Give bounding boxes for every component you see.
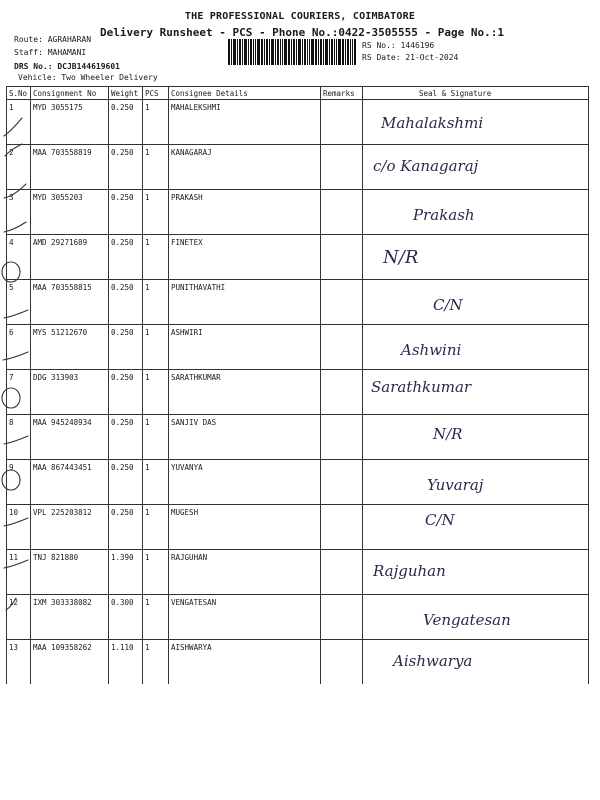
consignment-cell: MAA 867443451	[31, 460, 109, 505]
weight-cell: 0.250	[109, 325, 143, 370]
remarks-cell	[321, 325, 363, 370]
pcs-cell: 1	[143, 370, 169, 415]
consignee-cell: AISHWARYA	[169, 640, 321, 685]
header-remarks: Remarks	[321, 87, 363, 100]
table-row	[7, 325, 589, 370]
consignment-cell: MYD 3055203	[31, 190, 109, 235]
remarks-cell	[321, 370, 363, 415]
consignment-cell: MAA 703558815	[31, 280, 109, 325]
pcs-cell: 1	[143, 640, 169, 685]
remarks-cell	[321, 460, 363, 505]
weight-cell: 0.250	[109, 370, 143, 415]
sno: 2	[9, 148, 14, 157]
remarks-cell	[321, 505, 363, 550]
table-row	[7, 280, 589, 325]
tick-mark-icon	[4, 560, 28, 568]
handwritten-signature: Prakash	[413, 206, 475, 224]
sno: 7	[9, 373, 14, 382]
consignee-cell: PUNITHAVATHI	[169, 280, 321, 325]
signature-cell	[363, 100, 589, 145]
header-pcs: PCS	[143, 87, 169, 100]
sno: 4	[9, 238, 14, 247]
consignment-cell: IXM 303338082	[31, 595, 109, 640]
pcs-cell: 1	[143, 415, 169, 460]
signature-cell	[363, 325, 589, 370]
weight-cell: 1.110	[109, 640, 143, 685]
pcs-cell: 1	[143, 190, 169, 235]
tick-mark-icon	[4, 436, 28, 444]
consignee-cell: RAJGUHAN	[169, 550, 321, 595]
consignment-cell: MAA 945248934	[31, 415, 109, 460]
signature-cell	[363, 235, 589, 280]
sno: 12	[9, 598, 19, 607]
remarks-cell	[321, 280, 363, 325]
header-consignment: Consignment No	[31, 87, 109, 100]
consignee-cell: FINETEX	[169, 235, 321, 280]
table-row	[7, 505, 589, 550]
handwritten-signature: C/N	[425, 511, 455, 529]
pcs-cell: 1	[143, 595, 169, 640]
consignment-cell: TNJ 821880	[31, 550, 109, 595]
header-consignee: Consignee Details	[169, 87, 321, 100]
table-row	[7, 415, 589, 460]
pcs-cell: 1	[143, 505, 169, 550]
pcs-cell: 1	[143, 280, 169, 325]
weight-cell: 0.300	[109, 595, 143, 640]
barcode-icon	[228, 39, 356, 65]
consignee-cell: YUVANYA	[169, 460, 321, 505]
table-row	[7, 640, 589, 685]
header-sno: S.No	[7, 87, 31, 100]
weight-cell: 1.390	[109, 550, 143, 595]
table-row	[7, 190, 589, 235]
handwritten-signature: Yuvaraj	[427, 476, 484, 494]
signature-cell	[363, 595, 589, 640]
handwritten-signature: Sarathkumar	[371, 378, 472, 396]
signature-cell	[363, 190, 589, 235]
tick-mark-icon	[4, 518, 28, 526]
weight-cell: 0.250	[109, 505, 143, 550]
signature-cell	[363, 415, 589, 460]
consignee-cell: SANJIV DAS	[169, 415, 321, 460]
pen-marks	[0, 98, 40, 638]
remarks-cell	[321, 640, 363, 685]
consignment-cell: AMD 29271689	[31, 235, 109, 280]
pcs-cell: 1	[143, 325, 169, 370]
remarks-cell	[321, 235, 363, 280]
remarks-cell	[321, 415, 363, 460]
consignment-cell: DDG 313903	[31, 370, 109, 415]
consignee-cell: MAHALEKSHMI	[169, 100, 321, 145]
tick-mark-icon	[3, 352, 28, 360]
weight-cell: 0.250	[109, 190, 143, 235]
table-header-row	[7, 87, 589, 100]
weight-cell: 0.250	[109, 100, 143, 145]
table-row	[7, 595, 589, 640]
table-row	[7, 550, 589, 595]
tick-mark-icon	[4, 184, 26, 198]
sno: 10	[9, 508, 19, 517]
consignment-cell: MYS 51212670	[31, 325, 109, 370]
table-row	[7, 235, 589, 280]
sno: 1	[9, 103, 14, 112]
remarks-cell	[321, 100, 363, 145]
consignee-cell: KANAGARAJ	[169, 145, 321, 190]
tick-mark-icon	[4, 118, 22, 136]
remarks-cell	[321, 145, 363, 190]
runsheet-table	[6, 86, 589, 684]
handwritten-signature: N/R	[433, 425, 463, 443]
vehicle-label: Vehicle: Two Wheeler Delivery	[18, 73, 158, 82]
tick-mark-icon	[6, 598, 19, 610]
rs-number: RS No.: 1446196	[362, 41, 435, 50]
table-row	[7, 460, 589, 505]
weight-cell: 0.250	[109, 460, 143, 505]
pcs-cell: 1	[143, 145, 169, 190]
consignee-cell: PRAKASH	[169, 190, 321, 235]
handwritten-signature: Aishwarya	[393, 652, 473, 670]
pcs-cell: 1	[143, 460, 169, 505]
remarks-cell	[321, 595, 363, 640]
handwritten-signature: Ashwini	[401, 341, 462, 359]
handwritten-signature: c/o Kanagaraj	[373, 157, 479, 175]
weight-cell: 0.250	[109, 145, 143, 190]
sno: 13	[9, 643, 19, 652]
pcs-cell: 1	[143, 550, 169, 595]
sno: 8	[9, 418, 14, 427]
consignee-cell: ASHWIRI	[169, 325, 321, 370]
consignment-cell: MYD 3055175	[31, 100, 109, 145]
table-row	[7, 145, 589, 190]
sno: 5	[9, 283, 14, 292]
sno: 9	[9, 463, 14, 472]
rs-date: RS Date: 21-Oct-2024	[362, 53, 459, 62]
signature-cell	[363, 280, 589, 325]
handwritten-signature: Vengatesan	[423, 611, 511, 629]
tick-mark-icon	[4, 222, 26, 232]
header-weight: Weight	[109, 87, 143, 100]
handwritten-signature: Rajguhan	[373, 562, 446, 580]
staff-label: Staff: MAHAMANI	[14, 48, 87, 57]
weight-cell: 0.250	[109, 235, 143, 280]
consignment-cell: MAA 109358262	[31, 640, 109, 685]
table-row	[7, 100, 589, 145]
runsheet-subtitle: Delivery Runsheet - PCS - Phone No.:0422-3505555 - Page No.:1	[100, 26, 504, 39]
circle-mark-icon	[2, 262, 20, 282]
signature-cell	[363, 460, 589, 505]
consignee-cell: VENGATESAN	[169, 595, 321, 640]
sno: 6	[9, 328, 14, 337]
handwritten-signature: Mahalakshmi	[381, 114, 484, 132]
signature-cell	[363, 640, 589, 685]
signature-cell	[363, 550, 589, 595]
consignee-cell: MUGESH	[169, 505, 321, 550]
handwritten-signature: N/R	[383, 247, 419, 268]
sno-cell	[7, 640, 31, 685]
sno: 11	[9, 553, 19, 562]
tick-mark-icon	[5, 144, 22, 156]
route-label: Route: AGRAHARAN	[14, 35, 92, 44]
handwritten-signature: C/N	[433, 296, 463, 314]
remarks-cell	[321, 190, 363, 235]
weight-cell: 0.250	[109, 415, 143, 460]
consignee-cell: SARATHKUMAR	[169, 370, 321, 415]
company-title: THE PROFESSIONAL COURIERS, COIMBATORE	[184, 11, 416, 22]
signature-cell	[363, 370, 589, 415]
signature-cell	[363, 145, 589, 190]
pcs-cell: 1	[143, 100, 169, 145]
circle-mark-icon	[2, 388, 20, 408]
weight-cell: 0.250	[109, 280, 143, 325]
consignment-cell: MAA 703558819	[31, 145, 109, 190]
tick-mark-icon	[4, 310, 28, 318]
drs-number: DRS No.: DCJB144619601	[14, 62, 120, 71]
table-row	[7, 370, 589, 415]
signature-cell	[363, 505, 589, 550]
remarks-cell	[321, 550, 363, 595]
circle-mark-icon	[2, 470, 20, 490]
header-signature: Seal & Signature	[363, 87, 589, 100]
sno: 3	[9, 193, 14, 202]
consignment-cell: VPL 225203812	[31, 505, 109, 550]
pcs-cell: 1	[143, 235, 169, 280]
